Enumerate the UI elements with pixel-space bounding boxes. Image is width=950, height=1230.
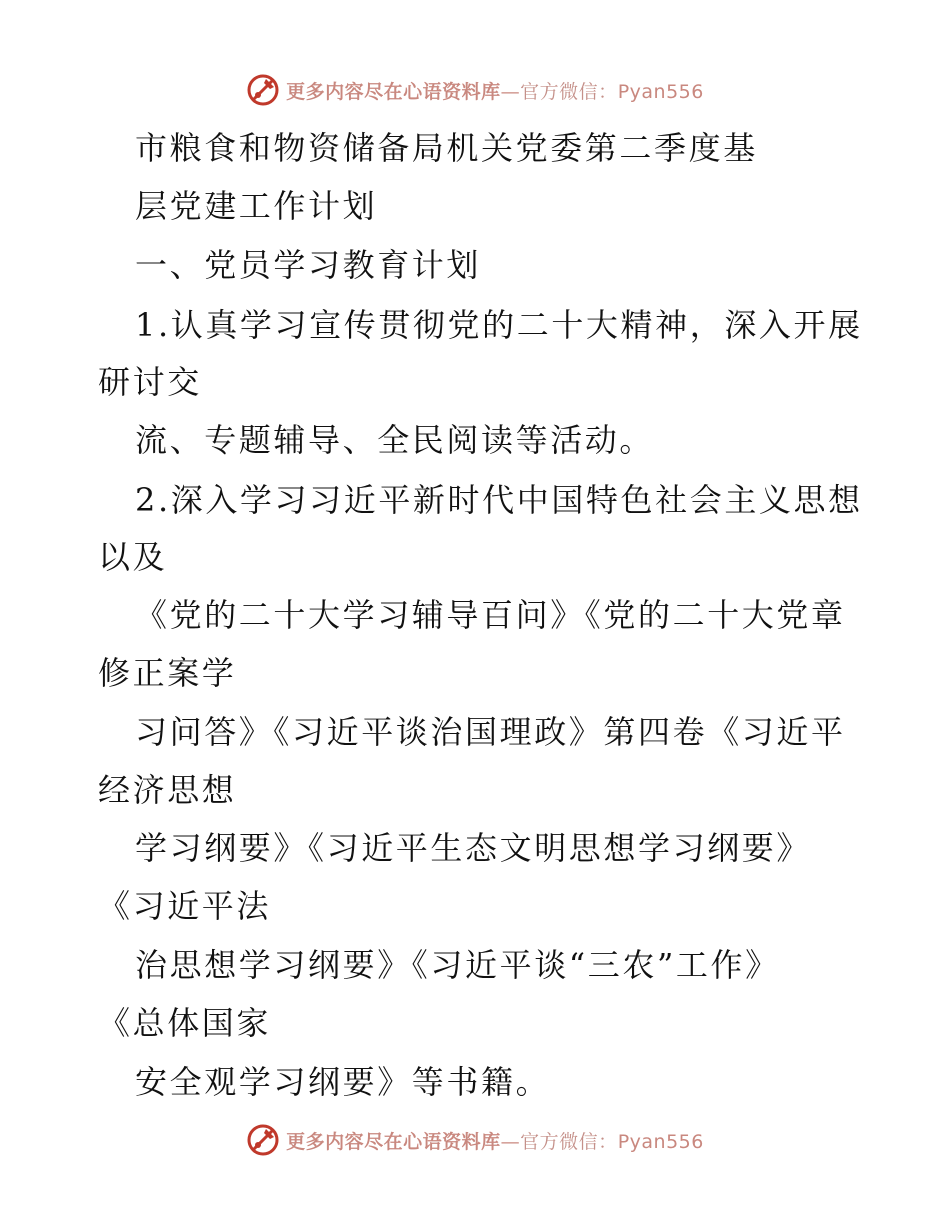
banner-wechat-label: 官方微信：	[520, 80, 618, 103]
paragraph-line: 经济思想	[98, 771, 237, 809]
paragraph-line: 1.认真学习宣传贯彻党的二十大精神，深入开展	[135, 306, 863, 344]
paragraph-line: 《党的二十大学习辅导百问》《党的二十大党章	[135, 596, 846, 634]
header-banner-text	[286, 77, 704, 104]
paragraph-line: 治思想学习纲要》《习近平谈“三农”工作》	[135, 946, 780, 984]
paragraph-line: 以及	[98, 538, 168, 576]
banner-wechat-id: Pyan556	[617, 1130, 704, 1153]
banner-wechat-label: 官方微信：	[520, 1130, 618, 1153]
paragraph-line: 学习纲要》《习近平生态文明思想学习纲要》	[135, 829, 812, 867]
header-banner	[0, 70, 950, 110]
paragraph-line: 研讨交	[98, 363, 202, 401]
banner-dash: —	[500, 1130, 521, 1153]
brand-logo-icon	[246, 73, 280, 107]
footer-banner-inner	[246, 1123, 704, 1157]
section-heading: 一、党员学习教育计划	[135, 246, 482, 284]
banner-slogan: 更多内容尽在心语资料库	[286, 1130, 501, 1153]
banner-wechat-id: Pyan556	[617, 80, 704, 103]
footer-banner	[0, 1120, 950, 1160]
banner-slogan: 更多内容尽在心语资料库	[286, 80, 501, 103]
doc-title-line-2: 层党建工作计划	[135, 187, 378, 225]
paragraph-line: 修正案学	[98, 654, 237, 692]
doc-title-line-1: 市粮食和物资储备局机关党委第二季度基	[135, 129, 758, 167]
paragraph-line: 流、专题辅导、全民阅读等活动。	[135, 421, 655, 459]
paragraph-line: 安全观学习纲要》等书籍。	[135, 1063, 551, 1101]
paragraph-line: 《习近平法	[98, 887, 272, 925]
paragraph-line: 习问答》《习近平谈治国理政》第四卷《习近平	[135, 713, 846, 751]
brand-logo-icon	[246, 1123, 280, 1157]
paragraph-line: 《总体国家	[98, 1004, 272, 1042]
footer-banner-text	[286, 1127, 704, 1154]
paragraph-line: 2.深入学习习近平新时代中国特色社会主义思想	[135, 481, 863, 519]
banner-dash: —	[500, 80, 521, 103]
header-banner-inner	[246, 73, 704, 107]
